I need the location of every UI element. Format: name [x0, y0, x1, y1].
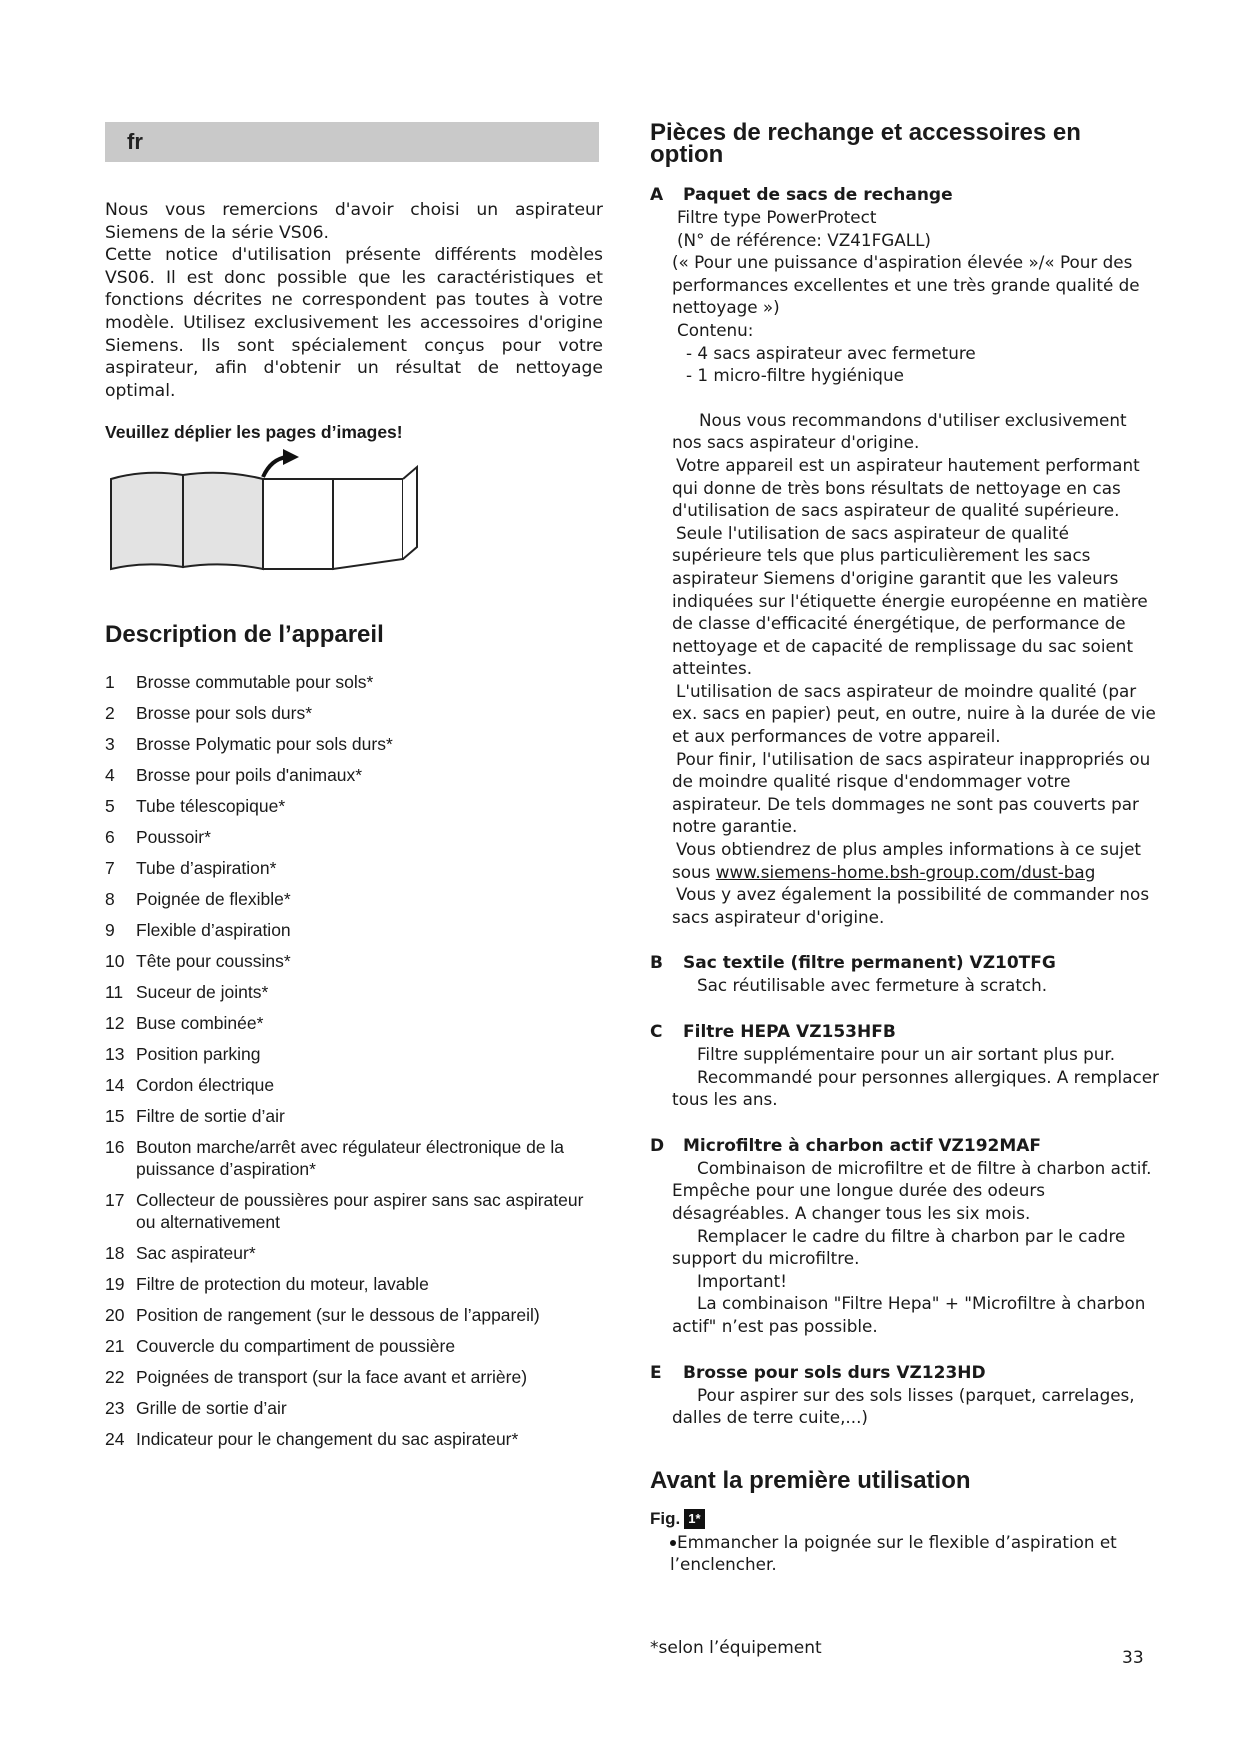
list-item: 12 Buse combinée* — [105, 1013, 264, 1034]
description-title: Description de l’appareil — [105, 621, 384, 649]
list-item: 18 Sac aspirateur* — [105, 1243, 256, 1264]
unfold-pages-illustration — [105, 449, 425, 579]
list-item: 14 Cordon électrique — [105, 1075, 275, 1096]
list-item: 7 Tube d’aspiration* — [105, 858, 277, 879]
accessory-c-heading: C Filtre HEPA VZ153HFB — [650, 1022, 896, 1042]
before-first-use-title: Avant la première utilisation — [650, 1466, 971, 1494]
accessory-d — [650, 1135, 1160, 1338]
unfold-note: Veuillez déplier les pages d’images! — [105, 422, 403, 443]
accessory-a — [650, 184, 1160, 928]
list-item: 10 Tête pour coussins* — [105, 951, 291, 972]
accessory-e-heading: E Brosse pour sols durs VZ123HD — [650, 1362, 986, 1383]
accessory-a-body: Filtre type PowerProtect (N° de référence: VZ41FGALL) (« Pour une puissance d'aspiration élevée »/« Pour des performances excellentes et une très grande qualité de nettoyage ») Contenu: - 4 sacs aspirateur avec fermeture - 1 micro-filtre hygiénique Nous vous recommandons d'utiliser exclusivement nos sacs aspirateur d'origine. Votre appareil est un aspirateur hautement performant qui donne de très bons résultats de nettoyage en cas d'utilisation de sacs aspirateur de qualité supérieure. Seule l'utilisation de sacs aspirateur de qualité supérieure tels que plus particulièrement les sacs aspirateur Siemens d'origine garantit que les valeurs indiquées sur l'étiquette énergie européenne en matière de classe d'efficacité énergétique, de performance de nettoyage et de capacité de remplissage du sac soient atteintes. L'utilisation de sacs aspirateur de moindre qualité (par ex. sacs en papier) peut, en outre, nuire à la durée de vie et aux performances de votre appareil. Pour finir, l'utilisation de sacs aspirateur inappropriés ou de moindre qualité risque d'endommager votre aspirateur. De tels dommages ne sont pas couverts par notre garantie. Vous obtiendrez de plus amples informations à ce sujet sous www.siemens-home.bsh-group.com/dust-bag Vous y avez également la possibilité de commander nos sacs aspirateur d'origine. — [672, 207, 1156, 927]
parts-list — [105, 671, 603, 1450]
accessory-b-body: Sac réutilisable avec fermeture à scratch. — [697, 975, 1048, 996]
accessory-a-heading: A Paquet de sacs de rechange — [650, 185, 953, 205]
list-item: 11 Suceur de joints* — [105, 982, 269, 1003]
list-item: 15 Filtre de sortie d’air — [105, 1106, 285, 1127]
intro-text — [105, 199, 603, 402]
intro-paragraph-1: Nous vous remercions d'avoir choisi un aspirateur Siemens de la série VS06. — [105, 200, 603, 243]
list-item: 5 Tube télescopique* — [105, 796, 286, 817]
accessory-c-body: Filtre supplémentaire pour un air sortant plus pur. Recommandé pour personnes allergiques. A remplacer tous les ans. — [672, 1044, 1159, 1110]
left-column — [105, 122, 603, 1459]
list-item: 13 Position parking — [105, 1044, 261, 1065]
accessory-b — [650, 952, 1160, 997]
list-item: 23 Grille de sortie d’air — [105, 1398, 287, 1419]
accessory-e — [650, 1362, 1160, 1429]
page-number: 33 — [1122, 1648, 1144, 1668]
list-item: 8 Poignée de flexible* — [105, 889, 291, 910]
first-use-step: Emmancher la poignée sur le flexible d’aspiration et l’enclencher. — [670, 1531, 1117, 1575]
figure-number-badge: 1* — [684, 1509, 704, 1529]
right-column — [650, 119, 1160, 1576]
language-tab: fr — [105, 122, 599, 162]
accessory-e-body: Pour aspirer sur des sols lisses (parquet, carrelages, dalles de terre cuite,...) — [672, 1384, 1135, 1428]
list-item: 2 Brosse pour sols durs* — [105, 703, 313, 724]
list-item: 17 Collecteur de poussières pour aspirer sans sac aspirateur ou alternativement — [105, 1190, 584, 1233]
spare-parts-title: Pièces de rechange et accessoires en option — [650, 119, 1081, 168]
list-item: 3 Brosse Polymatic pour sols durs* — [105, 734, 393, 755]
accessory-b-heading: B Sac textile (filtre permanent) VZ10TFG — [650, 953, 1056, 974]
list-item: 19 Filtre de protection du moteur, lavable — [105, 1274, 429, 1295]
accessory-c — [650, 1021, 1160, 1111]
list-item: 9 Flexible d’aspiration — [105, 920, 291, 941]
accessory-d-heading: D Microfiltre à charbon actif VZ192MAF — [650, 1135, 1042, 1156]
list-item: 4 Brosse pour poils d'animaux* — [105, 765, 363, 786]
list-item: 1 Brosse commutable pour sols* — [105, 672, 374, 693]
bullet-icon — [670, 1540, 676, 1546]
figure-reference: Fig. 1* — [650, 1509, 1160, 1529]
list-item: 22 Poignées de transport (sur la face avant et arrière) — [105, 1367, 528, 1388]
list-item: 21 Couvercle du compartiment de poussière — [105, 1336, 456, 1357]
accessory-d-body: Combinaison de microfiltre et de filtre à charbon actif. Empêche pour une longue durée des odeurs désagréables. A changer tous les six mois. Remplacer le cadre du filtre à charbon par le cadre support du microfiltre. Important! La combinaison "Filtre Hepa" + "Microfiltre à charbon actif" n’est pas possible. — [672, 1157, 1152, 1336]
list-item: 6 Poussoir* — [105, 827, 211, 848]
footnote: *selon l’équipement — [650, 1638, 822, 1658]
list-item: 16 Bouton marche/arrêt avec régulateur électronique de la puissance d’aspiration* — [105, 1137, 565, 1180]
list-item: 20 Position de rangement (sur le dessous de l’appareil) — [105, 1305, 540, 1326]
dust-bag-link[interactable]: www.siemens-home.bsh-group.com/dust-bag — [715, 861, 1096, 882]
list-item: 24 Indicateur pour le changement du sac aspirateur* — [105, 1429, 519, 1450]
intro-paragraph-2: Cette notice d'utilisation présente différents modèles VS06. Il est donc possible que les caractéristiques et fonctions décrites ne correspondent pas toutes à votre modèle. Utilisez exclusivement les accessoires d'origine Siemens. Ils sont spécialement conçus pour votre aspirateur, afin d'obtenir un résultat de nettoyage optimal. — [105, 245, 603, 401]
